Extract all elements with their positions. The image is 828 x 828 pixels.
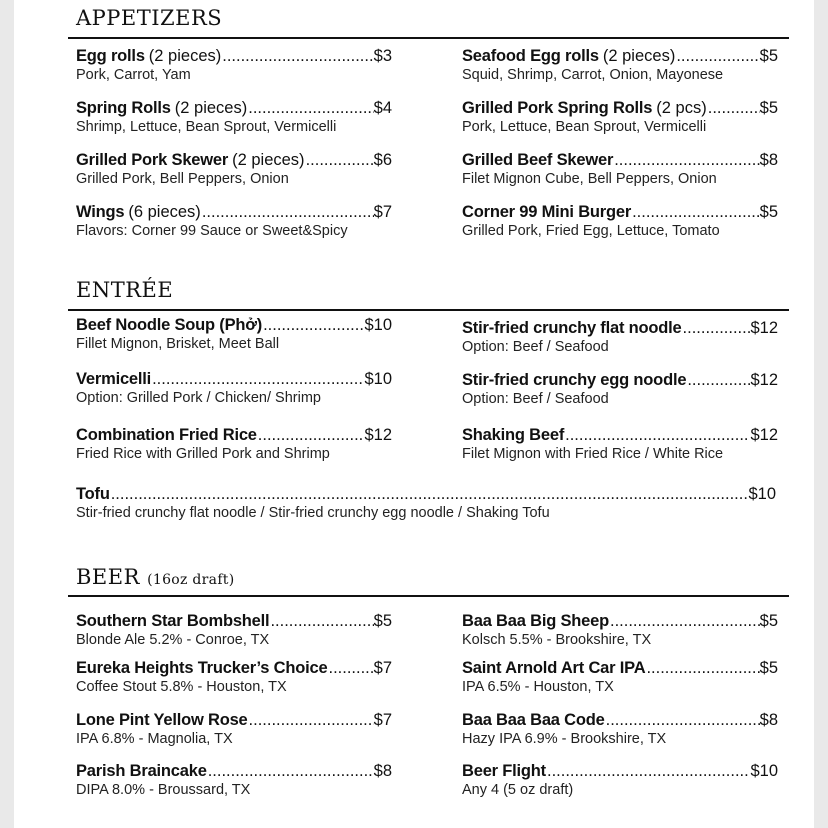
- item-description: Hazy IPA 6.9% - Brookshire, TX: [462, 731, 667, 747]
- menu-item: [76, 611, 392, 649]
- dot-leader: [207, 761, 374, 781]
- dot-leader: [707, 98, 760, 118]
- item-name: Grilled Beef Skewer: [462, 151, 614, 169]
- dot-leader: [248, 710, 374, 730]
- item-price: $12: [750, 371, 778, 389]
- item-description: Option: Beef / Seafood: [462, 339, 609, 355]
- menu-item: [462, 46, 778, 84]
- menu-item: [462, 611, 778, 649]
- item-name: Eureka Heights Trucker’s Choice: [76, 659, 328, 677]
- menu-item: [76, 315, 392, 353]
- menu-item: [76, 761, 392, 799]
- section-title-entree: [76, 278, 173, 302]
- menu-item: [462, 370, 778, 408]
- item-name: Stir-fried crunchy flat noodle: [462, 319, 682, 337]
- item-name: Seafood Egg rolls: [462, 47, 599, 65]
- item-price: $5: [759, 47, 778, 65]
- dot-leader: [257, 425, 365, 445]
- menu-item: [76, 150, 392, 188]
- item-price: $5: [759, 659, 778, 677]
- appetizers-title: APPETIZERS: [76, 6, 223, 30]
- item-price: $10: [364, 316, 392, 334]
- divider: [68, 309, 789, 311]
- dot-leader: [221, 46, 373, 66]
- item-description: Pork, Carrot, Yam: [76, 67, 191, 83]
- dot-leader: [675, 46, 759, 66]
- menu-item: [462, 318, 778, 356]
- dot-leader: [305, 150, 374, 170]
- menu-item: [76, 658, 392, 696]
- item-price: $8: [373, 762, 392, 780]
- item-name: Lone Pint Yellow Rose: [76, 711, 248, 729]
- dot-leader: [564, 425, 750, 445]
- item-description: Stir-fried crunchy flat noodle / Stir-fried crunchy egg noodle / Shaking Tofu: [76, 505, 550, 521]
- item-price: $6: [373, 151, 392, 169]
- item-price: $10: [364, 370, 392, 388]
- item-price: $7: [373, 711, 392, 729]
- dot-leader: [605, 710, 760, 730]
- dot-leader: [546, 761, 750, 781]
- menu-page: [14, 0, 814, 828]
- menu-item: [462, 658, 778, 696]
- dot-leader: [247, 98, 373, 118]
- menu-item: [462, 150, 778, 188]
- dot-leader: [262, 315, 364, 335]
- item-price: $10: [750, 762, 778, 780]
- item-qty: (2 pieces): [602, 47, 676, 65]
- item-price: $12: [750, 426, 778, 444]
- item-name: Corner 99 Mini Burger: [462, 203, 632, 221]
- item-name: Parish Braincake: [76, 762, 207, 780]
- item-name: Tofu: [76, 485, 110, 503]
- item-price: $7: [373, 203, 392, 221]
- item-qty: (2 pieces): [174, 99, 248, 117]
- item-description: Fillet Mignon, Brisket, Meet Ball: [76, 336, 280, 352]
- item-name: Stir-fried crunchy egg noodle: [462, 371, 687, 389]
- item-name: Baa Baa Baa Code: [462, 711, 605, 729]
- item-price: $3: [373, 47, 392, 65]
- dot-leader: [613, 150, 759, 170]
- beer-title: BEER: [76, 565, 140, 589]
- dot-leader: [631, 202, 760, 222]
- menu-item-tofu: [76, 484, 776, 522]
- divider: [68, 37, 789, 39]
- item-price: $5: [759, 99, 778, 117]
- item-description: Shrimp, Lettuce, Bean Sprout, Vermicelli: [76, 119, 337, 135]
- item-description: Grilled Pork, Bell Peppers, Onion: [76, 171, 289, 187]
- menu-item: [462, 202, 778, 240]
- item-name: Spring Rolls: [76, 99, 171, 117]
- menu-item: [76, 98, 392, 136]
- section-title-beer: [76, 565, 235, 589]
- menu-item: [76, 369, 392, 407]
- item-name: Beef Noodle Soup (Phở): [76, 316, 263, 334]
- item-description: Option: Grilled Pork / Chicken/ Shrimp: [76, 390, 321, 406]
- item-description: DIPA 8.0% - Broussard, TX: [76, 782, 251, 798]
- menu-item: [76, 46, 392, 84]
- dot-leader: [110, 484, 749, 504]
- item-description: Flavors: Corner 99 Sauce or Sweet&Spicy: [76, 223, 348, 239]
- dot-leader: [682, 318, 751, 338]
- item-description: Blonde Ale 5.2% - Conroe, TX: [76, 632, 270, 648]
- item-description: Option: Beef / Seafood: [462, 391, 609, 407]
- item-description: Kolsch 5.5% - Brookshire, TX: [462, 632, 652, 648]
- item-name: Combination Fried Rice: [76, 426, 257, 444]
- item-name: Southern Star Bombshell: [76, 612, 270, 630]
- dot-leader: [327, 658, 373, 678]
- item-qty: (2 pieces): [148, 47, 222, 65]
- menu-item: [462, 761, 778, 799]
- item-price: $5: [373, 612, 392, 630]
- item-description: IPA 6.8% - Magnolia, TX: [76, 731, 233, 747]
- item-description: Coffee Stout 5.8% - Houston, TX: [76, 679, 287, 695]
- item-price: $8: [759, 151, 778, 169]
- menu-item: [462, 425, 778, 463]
- item-price: $4: [373, 99, 392, 117]
- section-title-appetizers: [76, 6, 222, 30]
- item-name: Grilled Pork Skewer: [76, 151, 229, 169]
- item-price: $5: [759, 203, 778, 221]
- item-price: $8: [759, 711, 778, 729]
- dot-leader: [151, 369, 364, 389]
- item-name: Vermicelli: [76, 370, 152, 388]
- item-name: Beer Flight: [462, 762, 546, 780]
- item-description: Any 4 (5 oz draft): [462, 782, 574, 798]
- item-qty: (2 pcs): [656, 99, 707, 117]
- menu-item: [462, 710, 778, 748]
- menu-item: [76, 710, 392, 748]
- item-description: Filet Mignon with Fried Rice / White Rice: [462, 446, 724, 462]
- item-description: Grilled Pork, Fried Egg, Lettuce, Tomato: [462, 223, 720, 239]
- dot-leader: [609, 611, 760, 631]
- menu-item: [76, 425, 392, 463]
- item-price: $7: [373, 659, 392, 677]
- item-name: Egg rolls: [76, 47, 145, 65]
- item-name: Wings: [76, 203, 125, 221]
- item-name: Shaking Beef: [462, 426, 565, 444]
- dot-leader: [269, 611, 373, 631]
- item-name: Saint Arnold Art Car IPA: [462, 659, 646, 677]
- menu-item: [462, 98, 778, 136]
- item-description: Fried Rice with Grilled Pork and Shrimp: [76, 446, 330, 462]
- dot-leader: [686, 370, 750, 390]
- dot-leader: [645, 658, 759, 678]
- item-price: $10: [748, 485, 776, 503]
- item-price: $12: [364, 426, 392, 444]
- menu-item: [76, 202, 392, 240]
- divider: [68, 595, 789, 597]
- item-name: Baa Baa Big Sheep: [462, 612, 609, 630]
- item-qty: (6 pieces): [128, 203, 201, 221]
- item-price: $5: [759, 612, 778, 630]
- dot-leader: [201, 202, 374, 222]
- item-description: Pork, Lettuce, Bean Sprout, Vermicelli: [462, 119, 707, 135]
- item-qty: (2 pieces): [232, 151, 305, 169]
- entree-title: ENTRÉE: [76, 278, 174, 302]
- item-description: Squid, Shrimp, Carrot, Onion, Mayonese: [462, 67, 724, 83]
- item-description: IPA 6.5% - Houston, TX: [462, 679, 614, 695]
- item-price: $12: [750, 319, 778, 337]
- item-name: Grilled Pork Spring Rolls: [462, 99, 653, 117]
- item-description: Filet Mignon Cube, Bell Peppers, Onion: [462, 171, 717, 187]
- beer-subtitle: (16oz draft): [147, 572, 235, 588]
